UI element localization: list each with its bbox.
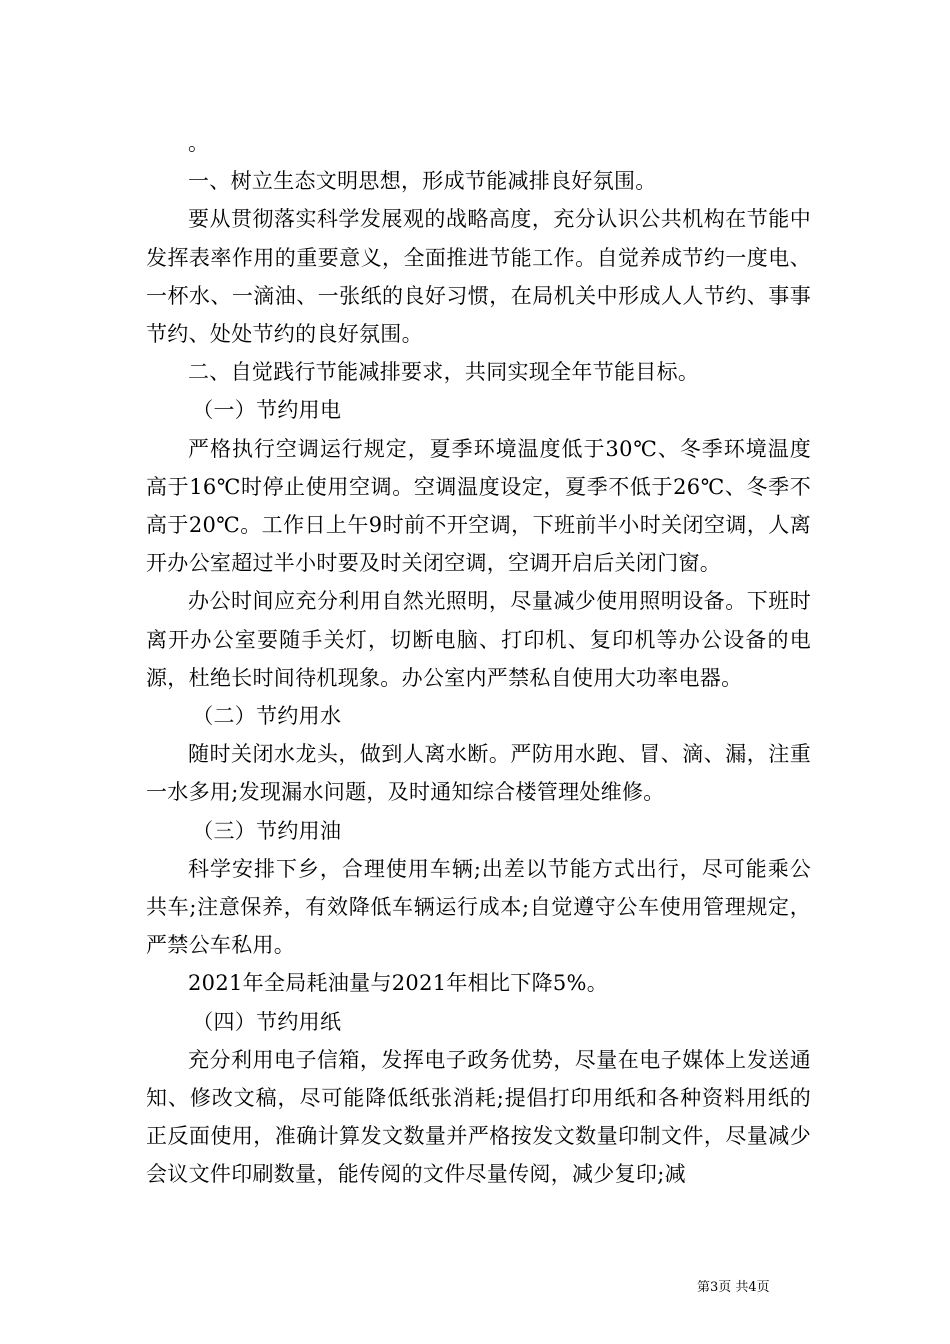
paragraph-section-1-body: 要从贯彻落实科学发展观的战略高度，充分认识公共机构在节能中发挥表率作用的重要意义，全面推进节能工作。自觉养成节约一度电、一杯水、一滴油、一张纸的良好习惯，在局机关中形成人人节约、事事节约、处处节约的良好氛围。 bbox=[146, 207, 811, 347]
subheading-fuel: （三）节约用油 bbox=[192, 818, 342, 843]
paragraph-water: 随时关闭水龙头，做到人离水断。严防用水跑、冒、滴、漏，注重一水多用;发现漏水问题，及时通知综合楼管理处维修。 bbox=[146, 742, 811, 805]
paragraph-paper: 充分利用电子信箱，发挥电子政务优势，尽量在电子媒体上发送通知、修改文稿，尽可能降低纸张消耗;提倡打印用纸和各种资料用纸的正反面使用，准确计算发文数量并严格按发文数量印制文件，尽量减少会议文件印刷数量，能传阅的文件尽量传阅，减少复印;减 bbox=[146, 1047, 811, 1187]
heading-section-1: 一、树立生态文明思想，形成节能减排良好氛围。 bbox=[188, 169, 657, 194]
paragraph-vehicles: 科学安排下乡，合理使用车辆;出差以节能方式出行，尽可能乘公共车;注意保养，有效降低车辆运行成本;自觉遵守公车使用管理规定，严禁公车私用。 bbox=[146, 856, 811, 958]
subheading-paper: （四）节约用纸 bbox=[192, 1009, 342, 1034]
paragraph-lighting: 办公时间应充分利用自然光照明，尽量减少使用照明设备。下班时离开办公室要随手关灯，切断电脑、打印机、复印机等办公设备的电源，杜绝长时间待机现象。办公室内严禁私自使用大功率电器。 bbox=[146, 589, 811, 690]
paragraph-air-conditioning: 严格执行空调运行规定，夏季环境温度低于30℃、冬季环境温度高于16℃时停止使用空调。空调温度设定，夏季不低于26℃、冬季不高于20℃。工作日上午9时前不开空调，下班前半小时关闭空调，人离开办公室超过半小时要及时关闭空调，空调开启后关闭门窗。 bbox=[146, 436, 811, 576]
document-body bbox=[146, 124, 811, 1194]
page-number-footer: 第3页 共4页 bbox=[697, 1280, 770, 1295]
heading-section-2: 二、自觉践行节能减排要求，共同实现全年节能目标。 bbox=[188, 360, 700, 385]
subheading-electricity: （一）节约用电 bbox=[192, 398, 342, 423]
paragraph-ellipsis: 。 bbox=[188, 131, 210, 155]
subheading-water: （二）节约用水 bbox=[192, 704, 342, 729]
paragraph-fuel-target: 2021年全局耗油量与2021年相比下降5%。 bbox=[188, 971, 609, 996]
